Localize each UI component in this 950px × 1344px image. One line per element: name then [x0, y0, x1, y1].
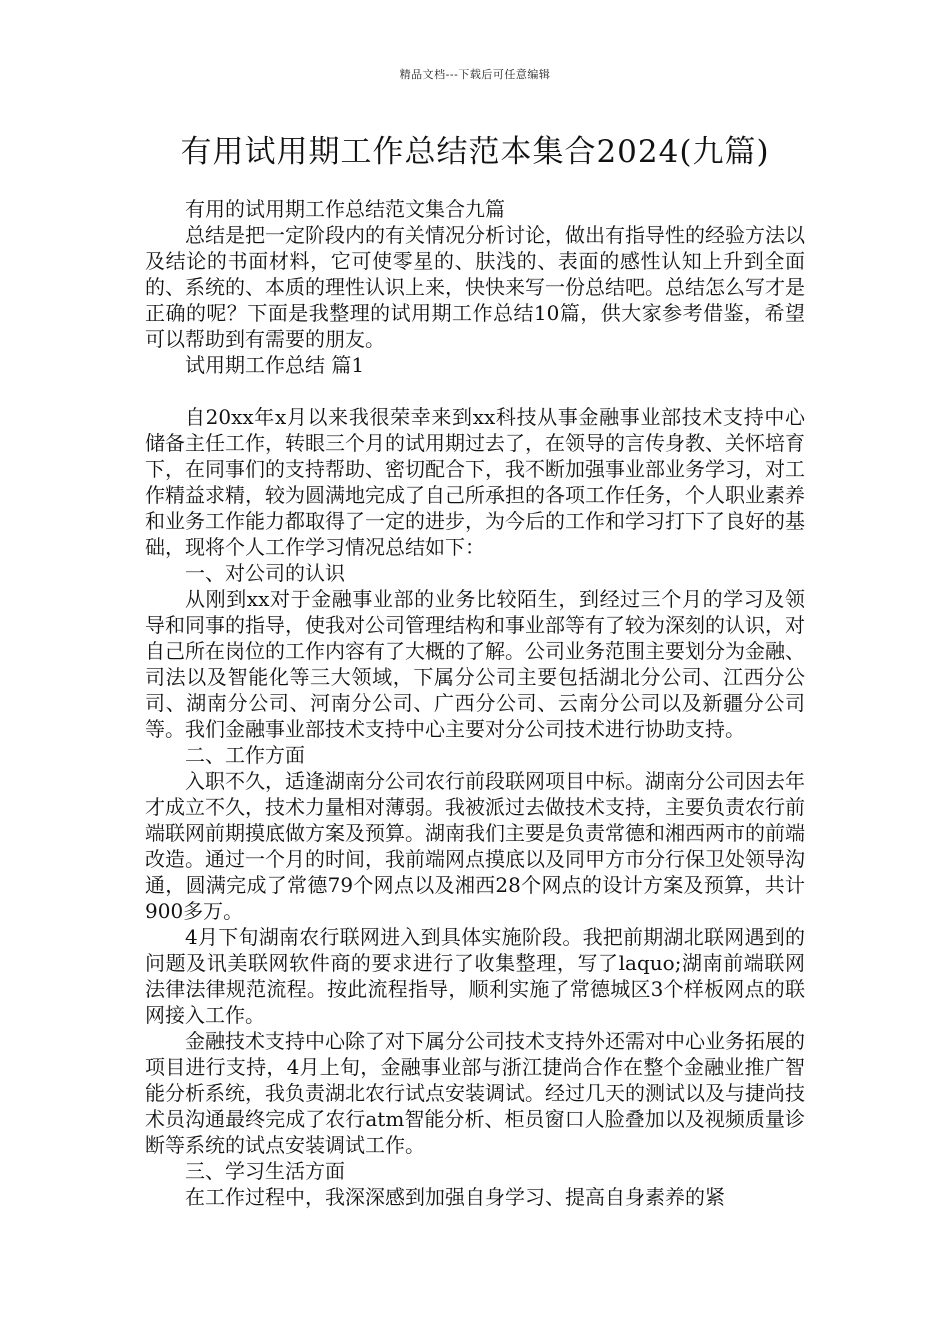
- section-heading: 二、工作方面: [185, 743, 305, 767]
- body-paragraph: 从刚到xx对于金融事业部的业务比较陌生，到经过三个月的学习及领导和同事的指导，使我对公司管理结构和事业部等有了较为深刻的认识，对自己所在岗位的工作内容有了大概的了解。公司业务范围主要划分为金融、司法以及智能化等三大领域，下属分公司主要包括湖北分公司、江西分公司、湖南分公司、河南分公司、广西分公司、云南分公司以及新疆分公司等。我们金融事业部技术支持中心主要对分公司技术进行协助支持。: [145, 587, 805, 741]
- body-paragraph: 金融技术支持中心除了对下属分公司技术支持外还需对中心业务拓展的项目进行支持，4月上旬，金融事业部与浙江捷尚合作在整个金融业推广智能分析系统，我负责湖北农行试点安装调试。经过几天的测试以及与捷尚技术员沟通最终完成了农行atm智能分析、柜员窗口人脸叠加以及视频质量诊断等系统的试点安装调试工作。: [145, 1029, 805, 1157]
- document-body: [145, 196, 805, 1210]
- intro-paragraph: 总结是把一定阶段内的有关情况分析讨论，做出有指导性的经验方法以及结论的书面材料，它可使零星的、肤浅的、表面的感性认知上升到全面的、系统的、本质的理性认识上来，快快来写一份总结吧。总结怎么写才是正确的呢？下面是我整理的试用期工作总结10篇，供大家参考借鉴，希望可以帮助到有需要的朋友。: [145, 223, 805, 351]
- document-title: 有用试用期工作总结范本集合2024(九篇): [180, 134, 770, 170]
- body-paragraph: 入职不久，适逢湖南分公司农行前段联网项目中标。湖南分公司因去年才成立不久，技术力量相对薄弱。我被派过去做技术支持，主要负责农行前端联网前期摸底做方案及预算。湖南我们主要是负责常德和湘西两市的前端改造。通过一个月的时间，我前端网点摸底以及同甲方市分行保卫处领导沟通，圆满完成了常德79个网点以及湘西28个网点的设计方案及预算，共计900多万。: [145, 769, 805, 923]
- subtitle-paragraph: 有用的试用期工作总结范文集合九篇: [185, 197, 505, 221]
- section-heading: 一、对公司的认识: [185, 561, 345, 585]
- blank-line: [145, 378, 805, 404]
- section-heading: 三、学习生活方面: [185, 1159, 345, 1183]
- body-paragraph: 在工作过程中，我深深感到加强自身学习、提高自身素养的紧: [185, 1185, 725, 1209]
- header-note: 精品文档---下载后可任意编辑: [399, 68, 551, 81]
- body-paragraph: 4月下旬湖南农行联网进入到具体实施阶段。我把前期湖北联网遇到的问题及讯美联网软件商的要求进行了收集整理，写了laquo;湖南前端联网法律法律规范流程。按此流程指导，顺利实施了常德城区3个样板网点的联网接入工作。: [145, 925, 805, 1027]
- section-heading: 试用期工作总结 篇1: [185, 353, 365, 377]
- body-paragraph: 自20xx年x月以来我很荣幸来到xx科技从事金融事业部技术支持中心储备主任工作，转眼三个月的试用期过去了，在领导的言传身教、关怀培育下，在同事们的支持帮助、密切配合下，我不断加强事业部业务学习，对工作精益求精，较为圆满地完成了自己所承担的各项工作任务，个人职业素养和业务工作能力都取得了一定的进步，为今后的工作和学习打下了良好的基础，现将个人工作学习情况总结如下：: [145, 405, 805, 559]
